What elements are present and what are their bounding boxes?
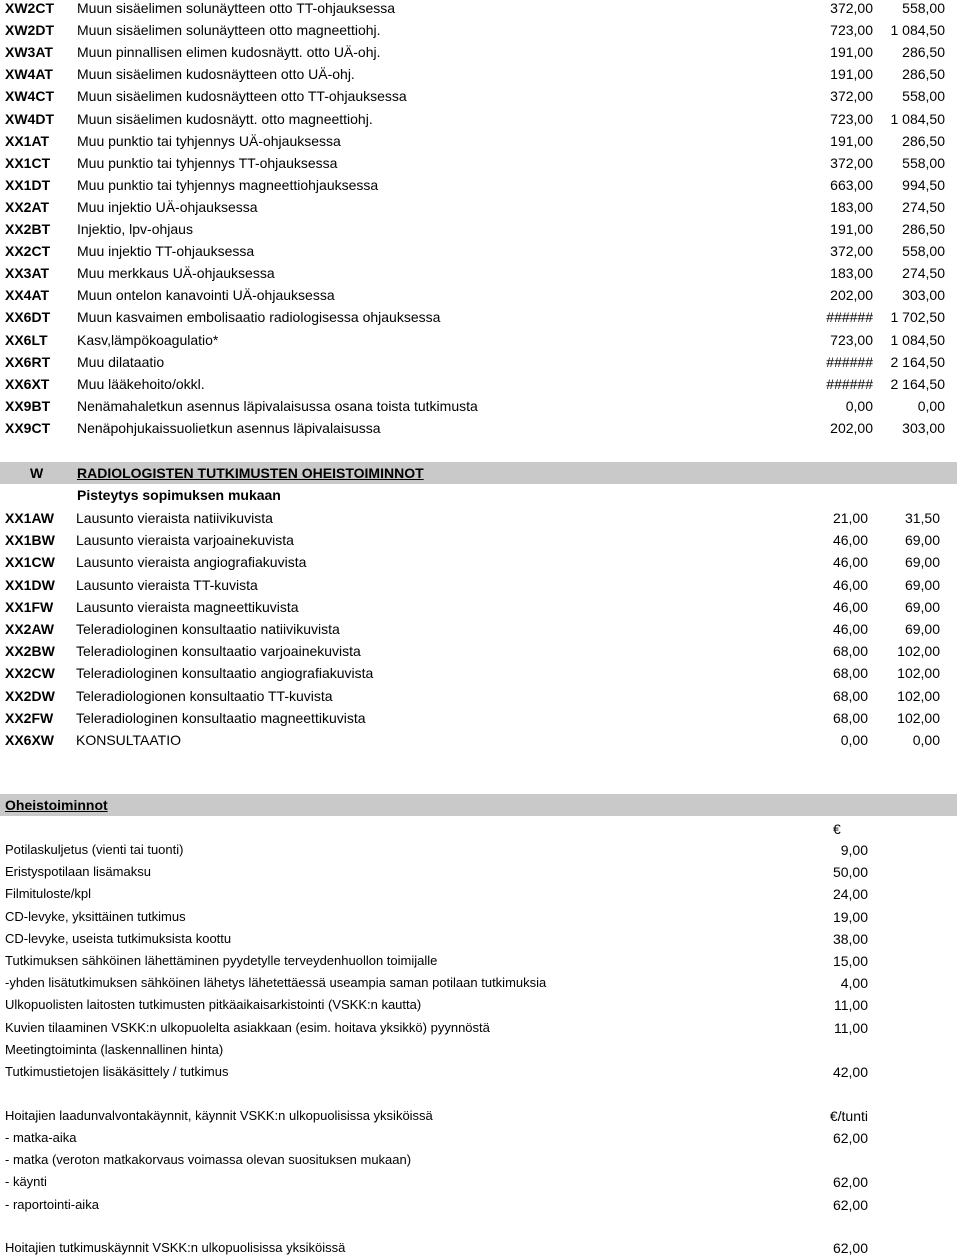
table-row [0,108,960,130]
cell-code: XX6LT [5,332,48,348]
cell-desc: Muu dilataatio [77,354,165,370]
cell-desc: Muu injektio TT-ohjauksessa [77,243,255,259]
item-price: 9,00 [840,842,868,858]
cell-v1: 68,00 [832,710,868,726]
cell-code: XW2CT [5,0,54,16]
item-label: Ulkopuolisten laitosten tutkimusten pitkäaikaisarkistointi (VSKK:n kautta) [5,997,422,1012]
table-row [0,395,960,417]
cell-v2: 102,00 [897,665,940,681]
table-row [0,351,960,373]
cell-desc: Nenämahaletkun asennus läpivalaisussa osana toista tutkimusta [77,398,478,414]
item-price: 11,00 [834,997,868,1013]
currency-symbol: € [833,821,841,837]
item-label: Filmituloste/kpl [5,886,91,901]
oheistoiminnot-header [0,794,957,816]
cell-v1: 372,00 [830,243,873,259]
cell-v2: 286,50 [902,221,945,237]
cell-v2: 303,00 [902,287,945,303]
cell-v1: 46,00 [832,621,868,637]
item-label: - raportointi-aika [5,1197,99,1212]
cell-code: XX1CW [5,554,55,570]
list-item [0,994,960,1016]
cell-v2: 69,00 [904,532,940,548]
item-price: 4,00 [840,975,868,991]
cell-desc: Lausunto vieraista angiografiakuvista [76,554,307,570]
cell-v2: 69,00 [904,554,940,570]
cell-code: XX2DW [5,688,55,704]
item-label: - matka (veroton matkakorvaus voimassa olevan suosituksen mukaan) [5,1152,412,1167]
item-price: 19,00 [832,909,868,925]
cell-v1: 723,00 [830,332,873,348]
item-label: Eristyspotilaan lisämaksu [5,864,151,879]
cell-desc: Muun sisäelimen kudosnäytteen otto TT-ohjauksessa [77,88,407,104]
cell-code: XW4CT [5,88,54,104]
table-row [0,596,960,618]
list-item [0,1105,960,1127]
section-w-code: W [30,465,44,481]
cell-desc: Muu merkkaus UÄ-ohjauksessa [77,265,275,281]
list-item [0,883,960,905]
cell-v1: 372,00 [830,155,873,171]
item-label: Hoitajien tutkimuskäynnit VSKK:n ulkopuolisissa yksiköissä [5,1240,346,1255]
cell-v1: ###### [826,354,873,370]
cell-v1: 723,00 [830,111,873,127]
cell-v1: ###### [826,309,873,325]
cell-v1: 202,00 [830,420,873,436]
cell-v1: 46,00 [832,599,868,615]
table-row [0,507,960,529]
cell-v1: 372,00 [830,0,873,16]
cell-v1: 663,00 [830,177,873,193]
table-row [0,329,960,351]
item-label: Kuvien tilaaminen VSKK:n ulkopuolelta asiakkaan (esim. hoitava yksikkö) pyynnöstä [5,1020,490,1035]
cell-desc: Muun pinnallisen elimen kudosnäytt. otto UÄ-ohj. [77,44,381,60]
list-item [0,1127,960,1149]
cell-desc: KONSULTAATIO [76,732,182,748]
table-row [0,130,960,152]
cell-v1: 0,00 [845,398,873,414]
cell-v2: 274,50 [902,265,945,281]
list-item [0,1149,960,1171]
cell-code: XX4AT [5,287,50,303]
cell-desc: Teleradiologinen konsultaatio varjoainekuvista [76,643,361,659]
list-item [0,906,960,928]
cell-code: XX1CT [5,155,51,171]
oheistoiminnot-title: Oheistoiminnot [5,797,108,813]
item-label: CD-levyke, useista tutkimuksista koottu [5,931,232,946]
cell-v2: 1 084,50 [890,332,945,348]
table-row [0,240,960,262]
cell-v2: 1 702,50 [890,309,945,325]
cell-code: XX2BT [5,221,51,237]
cell-v2: 2 164,50 [890,376,945,392]
cell-v2: 69,00 [904,577,940,593]
cell-desc: Muun sisäelimen kudosnäytteen otto UÄ-ohj. [77,66,355,82]
table-row [0,0,960,19]
cell-v1: 202,00 [830,287,873,303]
cell-v2: 102,00 [897,710,940,726]
list-item [0,928,960,950]
item-price: 62,00 [832,1174,868,1190]
cell-v2: 0,00 [917,398,945,414]
cell-code: XX1DW [5,577,55,593]
cell-code: XX6RT [5,354,51,370]
table-row [0,41,960,63]
item-price: 62,00 [832,1240,868,1256]
cell-v2: 31,50 [904,510,940,526]
cell-code: XX6DT [5,309,51,325]
cell-v2: 102,00 [897,688,940,704]
cell-code: XW2DT [5,22,54,38]
cell-v1: 191,00 [830,66,873,82]
item-label: - matka-aika [5,1130,77,1145]
cell-desc: Muun sisäelimen solunäytteen otto magneettiohj. [77,22,381,38]
cell-v1: 723,00 [830,22,873,38]
cell-v1: 68,00 [832,688,868,704]
cell-desc: Muu punktio tai tyhjennys UÄ-ohjauksessa [77,133,341,149]
table-row [0,729,960,751]
cell-code: XX2CW [5,665,55,681]
cell-v1: 0,00 [840,732,868,748]
cell-v1: 372,00 [830,88,873,104]
item-label: -yhden lisätutkimuksen sähköinen lähetys lähetettäessä useampia saman potilaan tutkimuksia [5,975,547,990]
table-row [0,707,960,729]
cell-v2: 102,00 [897,643,940,659]
cell-desc: Muun sisäelimen solunäytteen otto TT-ohjauksessa [77,0,396,16]
cell-v1: 183,00 [830,199,873,215]
table-row [0,640,960,662]
cell-code: XX9BT [5,398,51,414]
cell-desc: Muu lääkehoito/okkl. [77,376,205,392]
cell-v1: 183,00 [830,265,873,281]
cell-v2: 69,00 [904,621,940,637]
cell-code: XX1BW [5,532,55,548]
cell-v1: 46,00 [832,532,868,548]
table-row [0,262,960,284]
section-w-header [0,462,957,484]
list-item [0,972,960,994]
item-price: 62,00 [832,1197,868,1213]
cell-code: XX6XW [5,732,55,748]
item-price: 11,00 [834,1020,868,1036]
item-label: Meetingtoiminta (laskennallinen hinta) [5,1042,224,1057]
item-label: Potilaskuljetus (vienti tai tuonti) [5,842,184,857]
cell-v2: 1 084,50 [890,22,945,38]
list-item [0,950,960,972]
cell-desc: Lausunto vieraista TT-kuvista [76,577,258,593]
cell-desc: Lausunto vieraista varjoainekuvista [76,532,294,548]
cell-v2: 2 164,50 [890,354,945,370]
cell-v1: 68,00 [832,665,868,681]
cell-v1: 191,00 [830,133,873,149]
cell-v2: 1 084,50 [890,111,945,127]
cell-code: XX3AT [5,265,50,281]
section-w-title: RADIOLOGISTEN TUTKIMUSTEN OHEISTOIMINNOT [77,465,424,481]
item-price: 24,00 [832,886,868,902]
item-label: - käynti [5,1174,47,1189]
item-label: Tutkimustietojen lisäkäsittely / tutkimus [5,1064,229,1079]
list-item [0,861,960,883]
cell-desc: Teleradiologinen konsultaatio magneettikuvista [76,710,366,726]
cell-code: XX1AT [5,133,50,149]
cell-desc: Teleradiologinen konsultaatio angiografiakuvista [76,665,374,681]
cell-desc: Nenäpohjukaissuolietkun asennus läpivalaisussa [77,420,381,436]
list-item [0,1017,960,1039]
cell-desc: Muun sisäelimen kudosnäytt. otto magneettiohj. [77,111,373,127]
cell-v1: 46,00 [832,554,868,570]
cell-code: XX6XT [5,376,50,392]
cell-v2: 274,50 [902,199,945,215]
table-row [0,373,960,395]
cell-code: XW4DT [5,111,54,127]
table-row [0,85,960,107]
table-row [0,551,960,573]
cell-desc: Muu punktio tai tyhjennys TT-ohjauksessa [77,155,338,171]
table-row [0,417,960,439]
cell-code: XX9CT [5,420,51,436]
table-row [0,662,960,684]
list-item [0,1061,960,1083]
cell-v2: 558,00 [902,0,945,16]
item-price: €/tunti [829,1108,868,1124]
cell-desc: Muun kasvaimen embolisaatio radiologisessa ohjauksessa [77,309,441,325]
cell-code: XX2AW [5,621,55,637]
item-label: Hoitajien laadunvalvontakäynnit, käynnit VSKK:n ulkopuolisissa yksiköissä [5,1108,433,1123]
list-item [0,1194,960,1216]
cell-desc: Kasv,lämpökoagulatio* [77,332,219,348]
cell-v2: 286,50 [902,66,945,82]
cell-code: XW4AT [5,66,53,82]
cell-v2: 69,00 [904,599,940,615]
item-label: CD-levyke, yksittäinen tutkimus [5,909,186,924]
table-row [0,685,960,707]
table-row [0,19,960,41]
cell-desc: Injektio, lpv-ohjaus [77,221,193,237]
cell-v1: 191,00 [830,221,873,237]
cell-desc: Muu injektio UÄ-ohjauksessa [77,199,258,215]
list-item [0,839,960,861]
item-label: Tutkimuksen sähköinen lähettäminen pyydetylle terveydenhuollon toimijalle [5,953,438,968]
item-price: 42,00 [832,1064,868,1080]
cell-v1: 21,00 [832,510,868,526]
cell-code: XW3AT [5,44,53,60]
list-item [0,1039,960,1061]
item-price: 62,00 [832,1130,868,1146]
cell-v1: 46,00 [832,577,868,593]
cell-desc: Muun ontelon kanavointi UÄ-ohjauksessa [77,287,335,303]
cell-desc: Teleradiologionen konsultaatio TT-kuvista [76,688,333,704]
cell-v1: 68,00 [832,643,868,659]
cell-v2: 994,50 [902,177,945,193]
cell-code: XX2AT [5,199,50,215]
cell-v2: 558,00 [902,88,945,104]
cell-desc: Muu punktio tai tyhjennys magneettiohjauksessa [77,177,379,193]
cell-v2: 558,00 [902,243,945,259]
list-item [0,1171,960,1193]
item-price: 50,00 [832,864,868,880]
cell-code: XX2FW [5,710,54,726]
cell-v2: 286,50 [902,133,945,149]
cell-v2: 558,00 [902,155,945,171]
table-row [0,63,960,85]
cell-v2: 286,50 [902,44,945,60]
section-w-subheader [0,484,957,506]
cell-v1: 191,00 [830,44,873,60]
cell-code: XX1DT [5,177,51,193]
cell-v1: ###### [826,376,873,392]
item-price: 15,00 [832,953,868,969]
table-row [0,618,960,640]
cell-code: XX2CT [5,243,51,259]
table-row [0,306,960,328]
table-row [0,174,960,196]
cell-code: XX1FW [5,599,54,615]
table-row [0,218,960,240]
table-row [0,529,960,551]
cell-code: XX1AW [5,510,55,526]
section-w-subtitle: Pisteytys sopimuksen mukaan [77,487,281,503]
cell-v2: 303,00 [902,420,945,436]
list-item [0,1237,960,1259]
table-row [0,574,960,596]
cell-desc: Lausunto vieraista magneettikuvista [76,599,299,615]
cell-desc: Lausunto vieraista natiivikuvista [76,510,273,526]
cell-desc: Teleradiologinen konsultaatio natiivikuvista [76,621,340,637]
cell-code: XX2BW [5,643,55,659]
table-row [0,196,960,218]
item-price: 38,00 [832,931,868,947]
cell-v2: 0,00 [912,732,940,748]
table-row [0,152,960,174]
table-row [0,284,960,306]
